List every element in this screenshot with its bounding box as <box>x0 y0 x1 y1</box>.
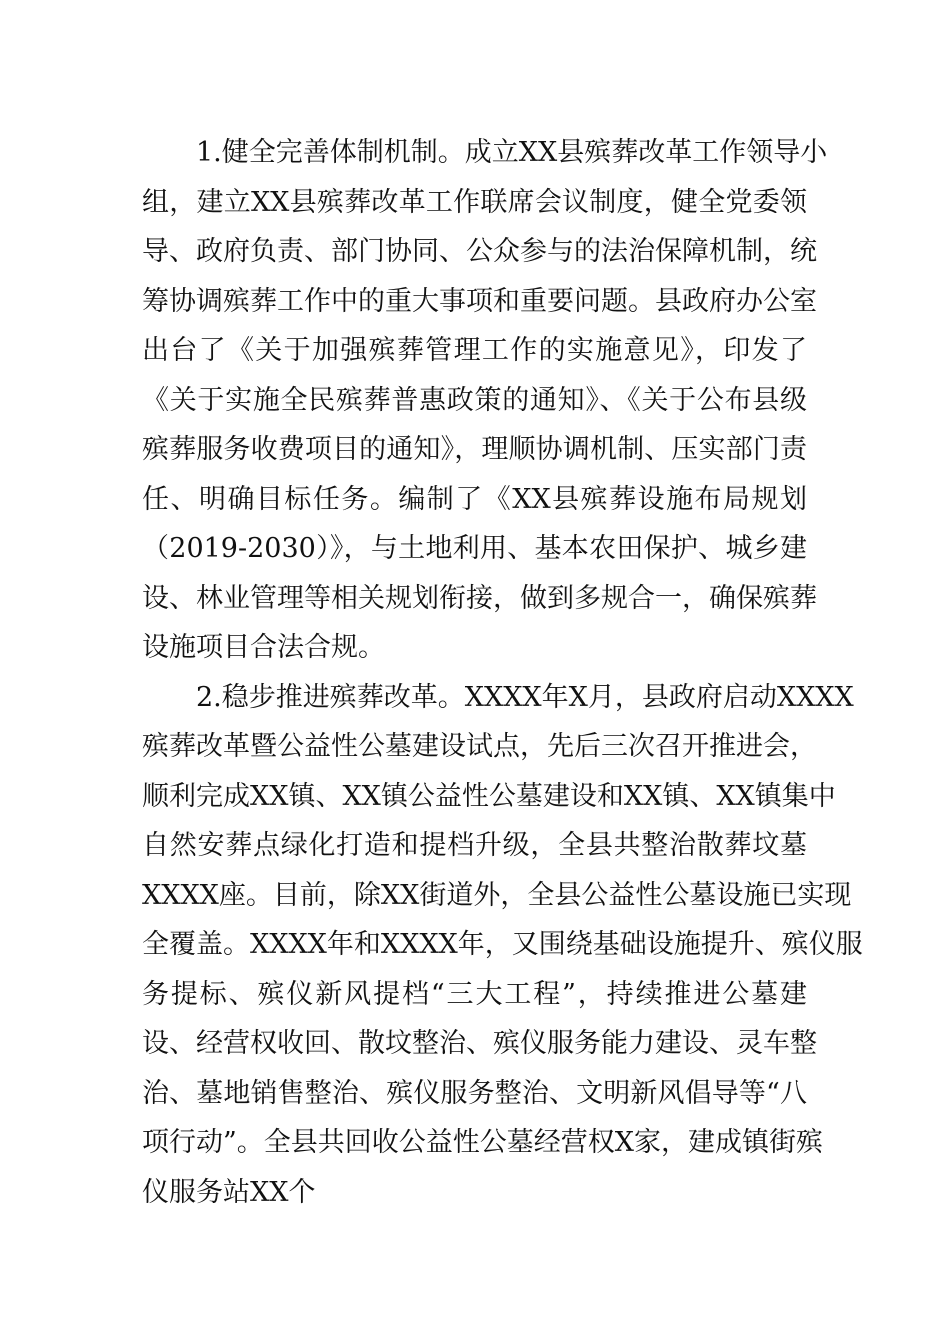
text-line: 2.稳步推进殡葬改革。XXXX年X月，县政府启动XXXX <box>196 681 854 713</box>
text-line: XXXX座。目前，除XX街道外，全县公益性公墓设施已实现 <box>142 879 852 911</box>
text-line: 务提标、殡仪新风提档“三大工程”，持续推进公墓建 <box>142 978 807 1010</box>
text-line: 任、明确目标任务。编制了《XX县殡葬设施布局规划 <box>142 483 807 515</box>
text-line: 组，建立XX县殡葬改革工作联席会议制度，健全党委领 <box>142 186 807 218</box>
document-body <box>142 128 863 1217</box>
text-line: 设施项目合法合规。 <box>142 632 385 663</box>
text-line: 设、经营权收回、散坟整治、殡仪服务能力建设、灵车整 <box>142 1028 817 1059</box>
text-line: 治、墓地销售整治、殡仪服务整治、文明新风倡导等“八 <box>142 1077 807 1109</box>
text-line: 全覆盖。XXXX年和XXXX年，又围绕基础设施提升、殡仪服 <box>142 929 863 960</box>
text-line: 仪服务站XX个 <box>142 1176 316 1208</box>
text-line: 1.健全完善体制机制。成立XX县殡葬改革工作领导小 <box>196 137 828 168</box>
text-line: 出台了《关于加强殡葬管理工作的实施意见》，印发了 <box>142 335 807 366</box>
text-line: 筹协调殡葬工作中的重大事项和重要问题。县政府办公室 <box>142 285 817 317</box>
text-line: 导、政府负责、部门协同、公众参与的法治保障机制，统 <box>142 236 817 267</box>
text-line: 《关于实施全民殡葬普惠政策的通知》、《关于公布县级 <box>142 384 807 416</box>
paragraph-2 <box>142 673 863 1218</box>
paragraph-1 <box>142 128 828 673</box>
text-line: 顺利完成XX镇、XX镇公益性公墓建设和XX镇、XX镇集中 <box>142 780 836 812</box>
text-line: 项行动”。全县共回收公益性公墓经营权X家，建成镇街殡 <box>142 1127 824 1158</box>
text-line: 设、林业管理等相关规划衔接，做到多规合一，确保殡葬 <box>142 582 817 614</box>
text-line: 自然安葬点绿化打造和提档升级，全县共整治散葬坟墓 <box>142 830 807 861</box>
text-line: 殡葬改革暨公益性公墓建设试点，先后三次召开推进会， <box>142 731 817 762</box>
text-line: 殡葬服务收费项目的通知》，理顺协调机制、压实部门责 <box>142 434 807 465</box>
text-line: （2019-2030）》，与土地利用、基本农田保护、城乡建 <box>142 533 807 564</box>
